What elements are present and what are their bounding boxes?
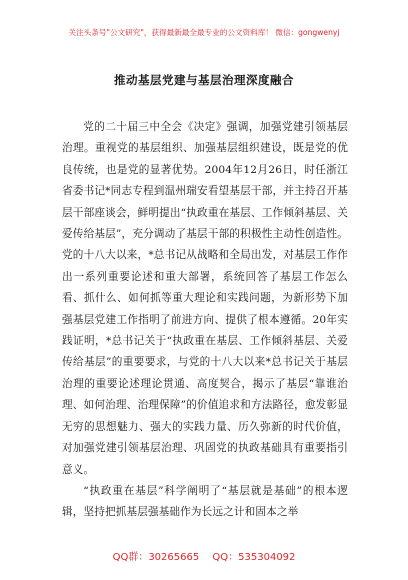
header-note: 关注头条号"公文研究"，获得最新最全最专业的公文资料库！ 微信：gongwenyj <box>68 28 340 37</box>
document-body <box>62 117 348 524</box>
footer-contact: QQ群：30265665 QQ：535304092 <box>112 552 296 563</box>
document-title: 推动基层党建与基层治理深度融合 <box>114 73 294 87</box>
paragraph: 党的二十届三中全会《决定》强调，加强党建引领基层治理。重视党的基层组织、加强基层组织建设，既是党的优良传统，也是党的显著优势。2004年12月26日，时任浙江省委书记*同志专程到温州瑞安看望基层干部，并主持召开基层干部座谈会，鲜明提出“执政重在基层、工作倾斜基层、关爱传给基层”，充分调动了基层干部的积极性主动性创造性。党的十八大以来，*总书记从战略和全局出发，对基层工作作出一系列重要论述和重大部署，系统回答了基层工作怎么看、抓什么、如何抓等重大理论和实践问题，为新形势下加强基层党建工作指明了前进方向、提供了根本遵循。20年实践证明，*总书记关于“执政重在基层、工作倾斜基层、关爱传给基层”的重要要求，与党的十八大以来*总书记关于基层治理的重要论述理论贯通、高度契合，揭示了基层“靠谁治理、如何治理、治理保障”的价值追求和方法路径，愈发彰显无穷的思想魅力、强大的实践力量、历久弥新的时代价值，对加强党建引领基层治理、巩固党的执政基础具有重要指引意义。 <box>62 121 348 476</box>
paragraph: “执政重在基层”科学阐明了“基层就是基础”的根本逻辑，坚持把抓基层强基础作为长远之计和固本之举 <box>62 484 348 519</box>
